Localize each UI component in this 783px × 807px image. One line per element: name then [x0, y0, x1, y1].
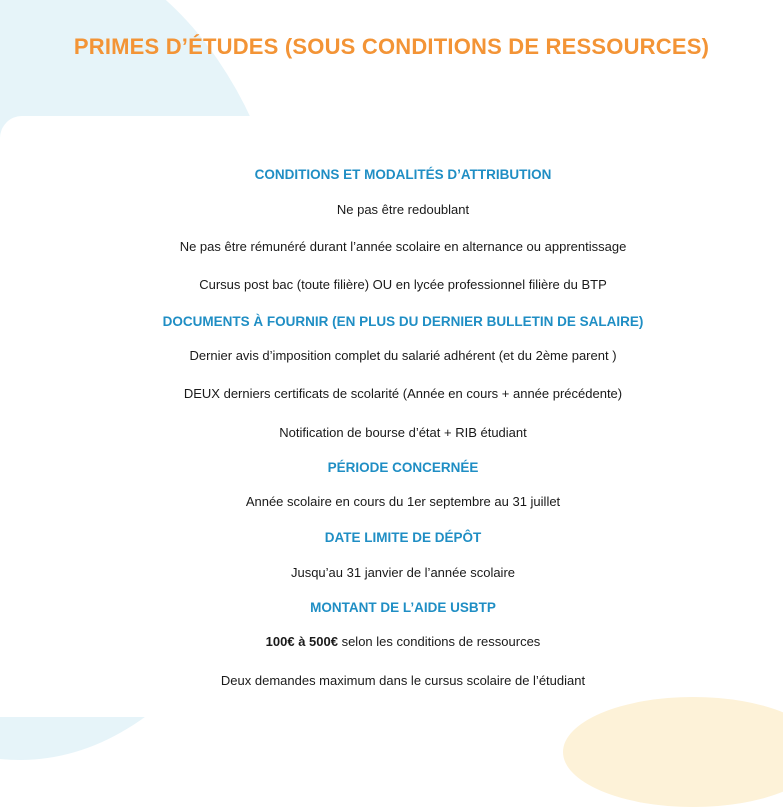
document-item: Notification de bourse d’état + RIB étudiant: [279, 425, 527, 440]
amount-range: 100€ à 500€: [265, 634, 338, 649]
amount-condition: selon les conditions de ressources: [337, 634, 541, 649]
amount-item: [0, 634, 783, 649]
page-title: PRIMES D’ÉTUDES (SOUS CONDITIONS DE RESSOURCES): [73, 34, 710, 59]
document-item: DEUX derniers certificats de scolarité (Année en cours + année précédente): [183, 386, 623, 401]
period-heading: PÉRIODE CONCERNÉE: [327, 460, 479, 475]
period-item: Année scolaire en cours du 1er septembre au 31 juillet: [245, 494, 561, 509]
condition-item: Ne pas être redoublant: [336, 202, 470, 217]
condition-item: Ne pas être rémunéré durant l’année scolaire en alternance ou apprentissage: [179, 239, 627, 254]
documents-heading: DOCUMENTS À FOURNIR (EN PLUS DU DERNIER BULLETIN DE SALAIRE): [162, 314, 644, 329]
deadline-heading: DATE LIMITE DE DÉPÔT: [324, 530, 482, 545]
deadline-item: Jusqu’au 31 janvier de l’année scolaire: [290, 565, 516, 580]
condition-item: Cursus post bac (toute filière) OU en lycée professionnel filière du BTP: [199, 277, 607, 292]
amount-limit-item: Deux demandes maximum dans le cursus scolaire de l’étudiant: [220, 673, 586, 688]
amount-heading: MONTANT DE L’AIDE USBTP: [310, 600, 496, 615]
conditions-heading: CONDITIONS ET MODALITÉS D’ATTRIBUTION: [254, 167, 552, 182]
document-item: Dernier avis d’imposition complet du salarié adhérent (et du 2ème parent ): [189, 348, 617, 363]
